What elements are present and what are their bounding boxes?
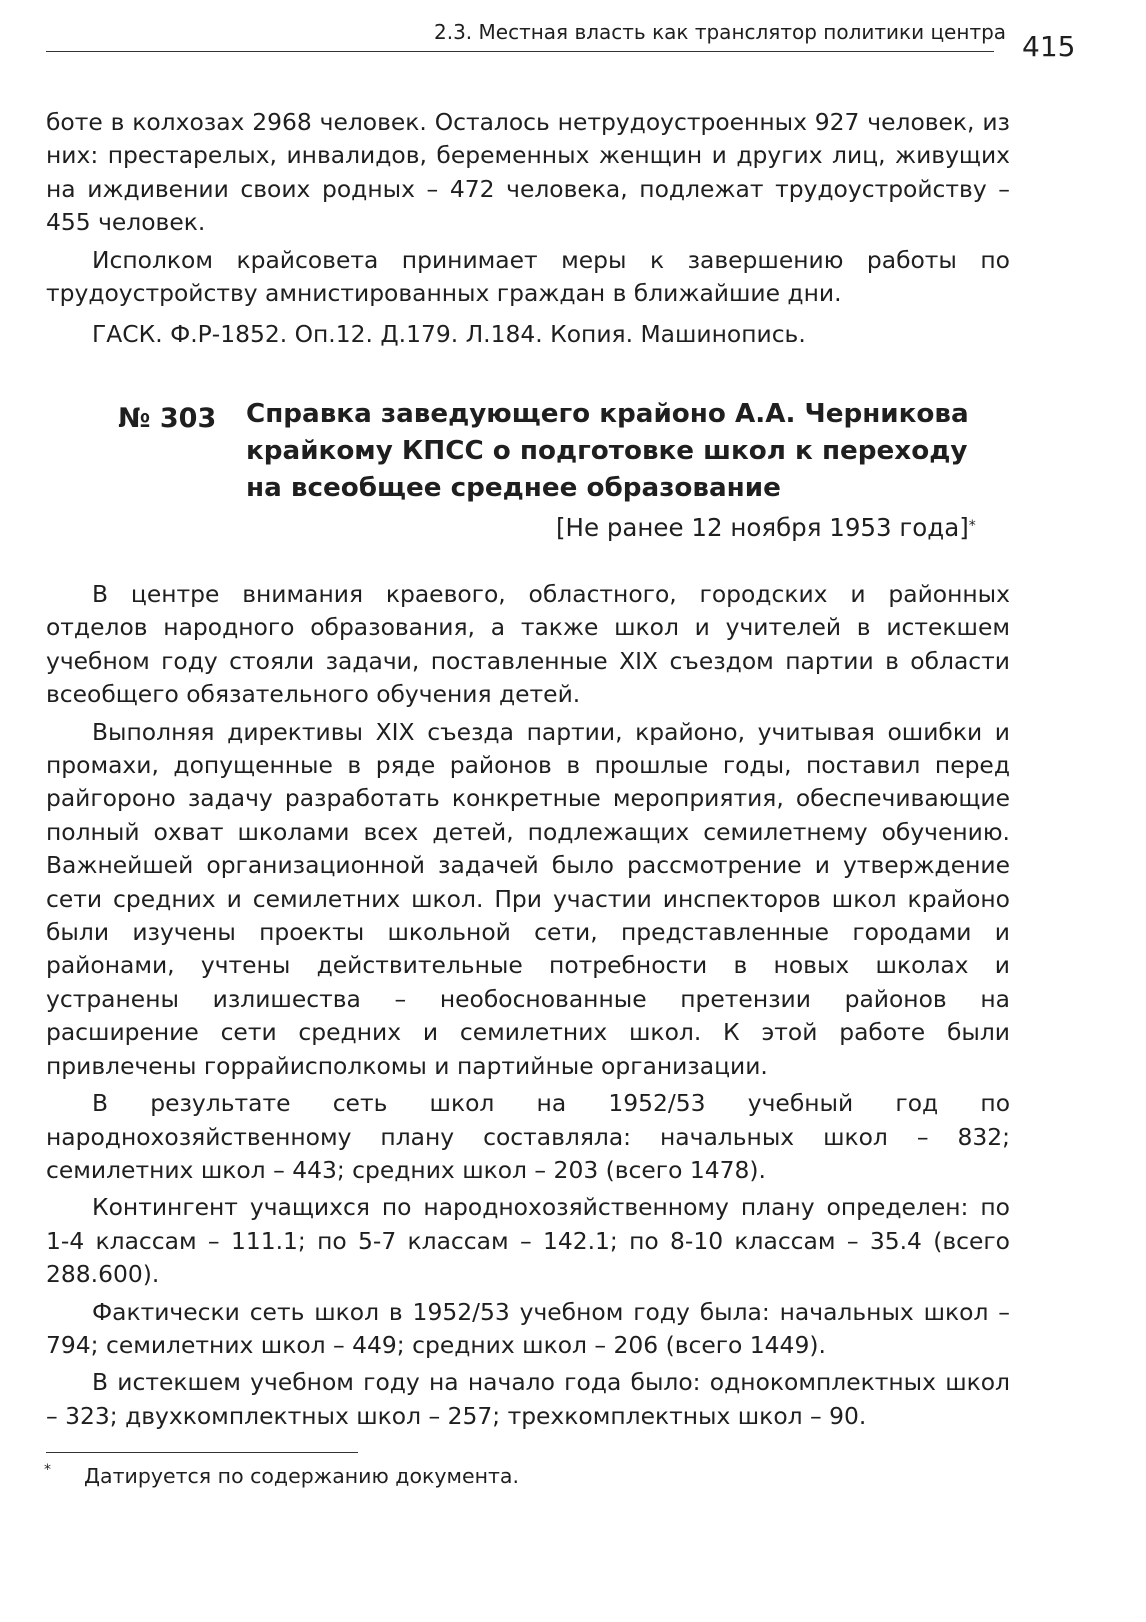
document-title: Справка заведующего крайоно А.А. Черникова крайкому КПСС о подготовке школ к переходу на всеобщее среднее образование <box>246 399 969 503</box>
paragraph: Контингент учащихся по народнохозяйственному плану определен: по 1-4 классам – 111.1; по 5-7 классам – 142.1; по 8-10 классам – 35.4 (всего 288.600). <box>46 1193 1010 1289</box>
previous-document-text <box>46 106 1010 310</box>
document-date-text: [Не ранее 12 ноября 1953 года] <box>556 513 969 542</box>
archival-source: ГАСК. Ф.Р-1852. Оп.12. Д.179. Л.184. Копия. Машинопись. <box>92 320 806 348</box>
page-number: 415 <box>1022 30 1076 63</box>
document-body <box>46 578 1010 1433</box>
paragraph: Исполком крайсовета принимает меры к завершению работы по трудоустройству амнистированных граждан в ближайшие дни. <box>46 245 1010 308</box>
document-date <box>556 512 976 544</box>
footnote-reference: * <box>968 518 976 534</box>
running-header: 2.3. Местная власть как транслятор политики центра <box>434 20 1007 44</box>
paragraph: В центре внимания краевого, областного, городских и районных отделов народного образования, а также школ и учителей в истекшем учебном году стояли задачи, поставленные XIX съездом партии в области всеобщего обязательного обучения детей. <box>46 580 1010 709</box>
paragraph: боте в колхозах 2968 человек. Осталось нетрудоустроенных 927 человек, из них: престарелых, инвалидов, беременных женщин и других лиц, живущих на иждивении своих родных – 472 человека, подлежат трудоустройству – 455 человек. <box>46 108 1010 237</box>
footnote-text: Датируется по содержанию документа. <box>84 1464 519 1488</box>
paragraph: Выполняя директивы XIX съезда партии, крайоно, учитывая ошибки и промахи, допущенные в ряде районов в прошлые годы, поставил перед райгороно задачу разработать конкретные мероприятия, обеспечивающие полный охват школами всех детей, подлежащих семилетнему обучению. Важнейшей организационной задачей было рассмотрение и утверждение сети средних и семилетних школ. При участии инспекторов школ крайоно были изучены проекты школьной сети, представленные городами и районами, учтены действительные потребности в новых школах и устранены излишества – необоснованные претензии районов на расширение сети средних и семилетних школ. К этой работе были привлечены горрайисполкомы и партийные организации. <box>46 717 1010 1080</box>
paragraph: В результате сеть школ на 1952/53 учебный год по народнохозяйственному плану составляла: начальных школ – 832; семилетних школ – 443; средних школ – 203 (всего 1478). <box>46 1089 1010 1184</box>
footnote-rule <box>46 1452 358 1453</box>
paragraph: Фактически сеть школ в 1952/53 учебном году была: начальных школ – 794; семилетних школ – 449; средних школ – 206 (всего 1449). <box>46 1297 1010 1359</box>
paragraph: В истекшем учебном году на начало года было: однокомплектных школ – 323; двухкомплектных школ – 257; трехкомплектных школ – 90. <box>46 1368 1010 1430</box>
document-number: № 303 <box>118 403 217 434</box>
header-rule <box>46 51 994 52</box>
footnote-mark: * <box>44 1462 51 1478</box>
